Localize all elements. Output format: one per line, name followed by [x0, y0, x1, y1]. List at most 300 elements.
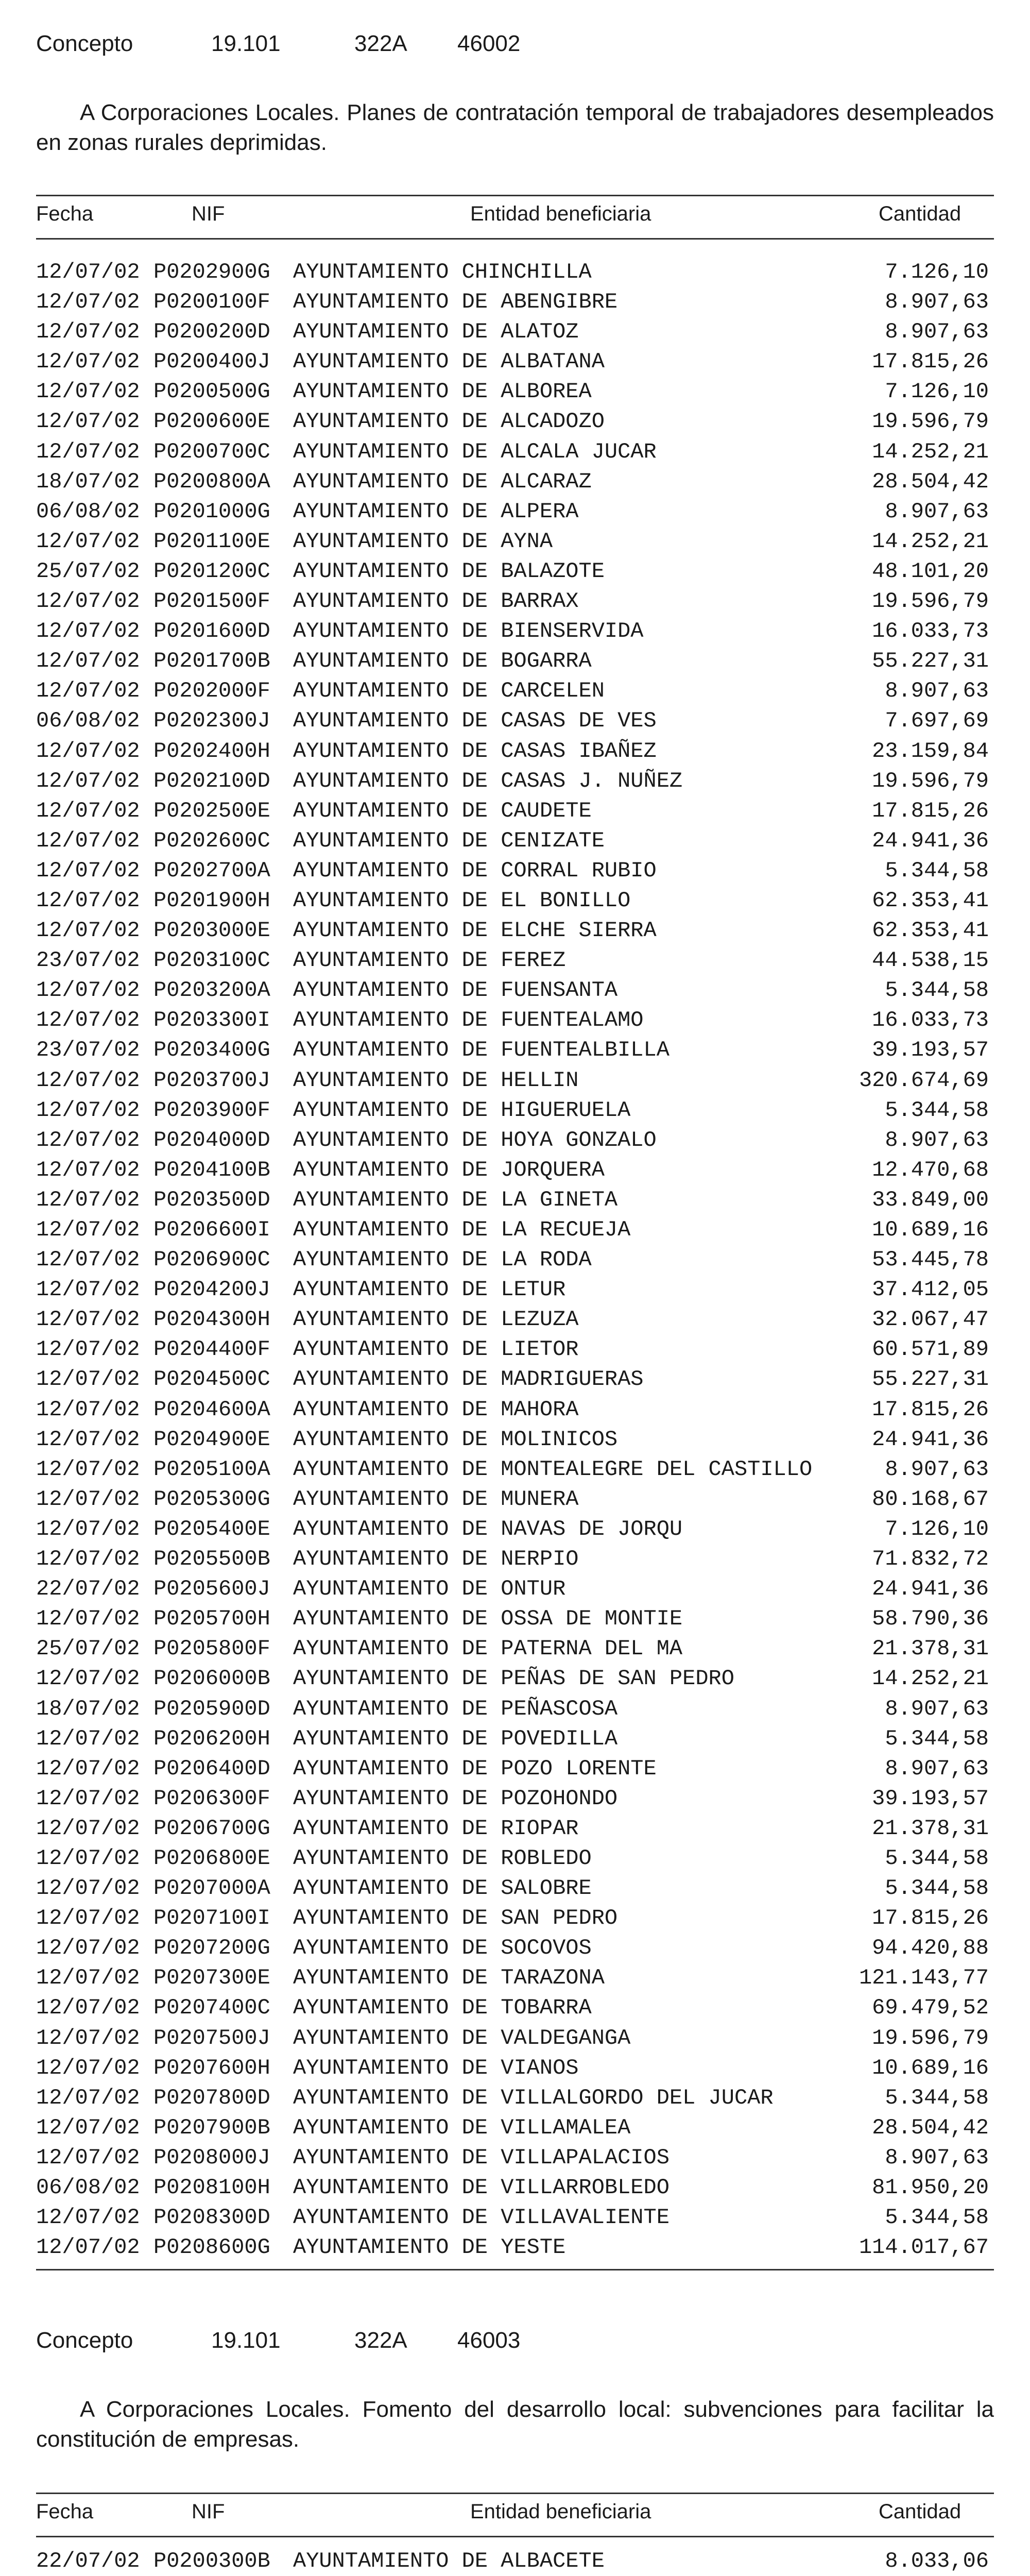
row-cantidad: 62.353,41 — [872, 888, 989, 913]
row-nif: P0204100B — [153, 1157, 270, 1182]
row-entidad: AYUNTAMIENTO DE LEZUZA — [293, 1307, 579, 1332]
row-cantidad: 19.596,79 — [872, 589, 989, 614]
table-row — [36, 2173, 994, 2202]
row-cantidad: 81.950,20 — [872, 2175, 989, 2200]
row-fecha: 25/07/02 — [36, 558, 140, 584]
row-fecha: 18/07/02 — [36, 1696, 140, 1721]
row-nif: P0204300H — [153, 1307, 270, 1332]
row-nif: P0204000D — [153, 1127, 270, 1153]
row-entidad: AYUNTAMIENTO DE HIGUERUELA — [293, 1097, 631, 1123]
row-entidad: AYUNTAMIENTO DE LIETOR — [293, 1337, 579, 1362]
row-cantidad: 7.126,10 — [885, 379, 989, 404]
row-fecha: 12/07/02 — [36, 1427, 140, 1452]
row-entidad: AYUNTAMIENTO DE SAN PEDRO — [293, 1906, 618, 1931]
table-row — [36, 1814, 994, 1843]
row-entidad: AYUNTAMIENTO DE MOLINICOS — [293, 1427, 618, 1452]
table-row — [36, 886, 994, 916]
row-entidad: AYUNTAMIENTO DE VILLAVALIENTE — [293, 2205, 670, 2230]
table-row — [36, 2202, 994, 2232]
row-nif: P0207800D — [153, 2085, 270, 2110]
row-fecha: 12/07/02 — [36, 1756, 140, 1781]
row-cantidad: 5.344,58 — [885, 1876, 989, 1901]
table-row — [36, 1454, 994, 1484]
table-row — [36, 527, 994, 556]
row-nif: P0205100A — [153, 1456, 270, 1482]
row-nif: P0204600A — [153, 1397, 270, 1422]
table-row — [36, 1334, 994, 1364]
table-row — [36, 257, 994, 287]
row-entidad: AYUNTAMIENTO DE POZOHONDO — [293, 1786, 618, 1811]
row-entidad: AYUNTAMIENTO DE PATERNA DEL MA — [293, 1636, 683, 1662]
row-nif: P0205600J — [153, 1577, 270, 1602]
row-nif: P0205500B — [153, 1547, 270, 1572]
row-cantidad: 80.168,67 — [872, 1486, 989, 1512]
row-fecha: 12/07/02 — [36, 2055, 140, 2080]
table-row — [36, 1125, 994, 1155]
concepto-subconcept: 46002 — [457, 31, 521, 56]
row-entidad: AYUNTAMIENTO DE ALPERA — [293, 499, 579, 524]
row-cantidad: 48.101,20 — [872, 558, 989, 584]
concepto-line — [36, 2317, 520, 2364]
row-entidad: AYUNTAMIENTO DE BARRAX — [293, 589, 579, 614]
row-fecha: 12/07/02 — [36, 1367, 140, 1392]
row-fecha: 12/07/02 — [36, 828, 140, 853]
table-row — [36, 616, 994, 646]
row-cantidad: 10.689,16 — [872, 1217, 989, 1242]
table-row — [36, 1185, 994, 1215]
row-entidad: AYUNTAMIENTO DE ELCHE SIERRA — [293, 918, 657, 943]
row-cantidad: 8.907,63 — [885, 319, 989, 345]
row-fecha: 12/07/02 — [36, 978, 140, 1003]
table-row — [36, 1425, 994, 1454]
table-row — [36, 1484, 994, 1514]
row-fecha: 12/07/02 — [36, 768, 140, 793]
row-entidad: AYUNTAMIENTO DE CASAS IBAÑEZ — [293, 738, 657, 764]
table-row — [36, 916, 994, 945]
table-row — [36, 1514, 994, 1544]
row-nif: P0205800F — [153, 1636, 270, 1662]
row-fecha: 12/07/02 — [36, 1876, 140, 1901]
row-nif: P0206600I — [153, 1217, 270, 1242]
row-entidad: AYUNTAMIENTO DE PEÑASCOSA — [293, 1696, 618, 1721]
row-cantidad: 10.689,16 — [872, 2055, 989, 2080]
row-entidad: AYUNTAMIENTO DE JORQUERA — [293, 1157, 605, 1182]
row-nif: P0201100E — [153, 529, 270, 554]
table-row — [36, 1395, 994, 1425]
row-nif: P0207900B — [153, 2115, 270, 2140]
table-row — [36, 1784, 994, 1814]
row-entidad: AYUNTAMIENTO DE SALOBRE — [293, 1876, 592, 1901]
row-fecha: 12/07/02 — [36, 529, 140, 554]
row-entidad: AYUNTAMIENTO DE FEREZ — [293, 948, 566, 973]
row-cantidad: 114.017,67 — [859, 2235, 989, 2260]
row-nif: P0204400F — [153, 1337, 270, 1362]
row-fecha: 12/07/02 — [36, 1008, 140, 1033]
row-cantidad: 7.126,10 — [885, 260, 989, 284]
row-entidad: AYUNTAMIENTO DE ABENGIBRE — [293, 290, 618, 315]
row-fecha: 12/07/02 — [36, 290, 140, 315]
row-cantidad: 24.941,36 — [872, 828, 989, 853]
table-header — [36, 2496, 994, 2527]
row-cantidad: 8.907,63 — [885, 679, 989, 704]
row-nif: P0207500J — [153, 2025, 270, 2050]
table-row — [36, 1963, 994, 1993]
row-nif: P0204200J — [153, 1277, 270, 1302]
row-cantidad: 28.504,42 — [872, 2115, 989, 2140]
row-nif: P0204900E — [153, 1427, 270, 1452]
row-cantidad: 5.344,58 — [885, 2205, 989, 2230]
table-row — [36, 287, 994, 317]
row-nif: P0202100D — [153, 768, 270, 793]
row-entidad: AYUNTAMIENTO DE CASAS DE VES — [293, 708, 657, 734]
row-fecha: 12/07/02 — [36, 1157, 140, 1182]
row-cantidad: 69.479,52 — [872, 1995, 989, 2021]
row-fecha: 12/07/02 — [36, 918, 140, 943]
table-row — [36, 1304, 994, 1334]
row-nif: P0201600D — [153, 619, 270, 644]
row-cantidad: 8.907,63 — [885, 499, 989, 524]
row-cantidad: 19.596,79 — [872, 768, 989, 793]
table-row — [36, 317, 994, 347]
table-row — [36, 1215, 994, 1245]
row-cantidad: 24.941,36 — [872, 1577, 989, 1602]
row-entidad: AYUNTAMIENTO DE TARAZONA — [293, 1965, 605, 1991]
row-nif: P0202700A — [153, 858, 270, 883]
row-cantidad: 39.193,57 — [872, 1786, 989, 1811]
table-row — [36, 796, 994, 826]
row-entidad: AYUNTAMIENTO DE YESTE — [293, 2235, 566, 2260]
row-cantidad: 8.907,63 — [885, 290, 989, 315]
row-nif: P0206300F — [153, 1786, 270, 1811]
concepto-description: A Corporaciones Locales. Fomento del desarrollo local: subvenciones para facilitar la constitución de empresas. — [36, 2397, 994, 2452]
column-header-entidad: Entidad beneficiaria — [470, 2500, 651, 2523]
row-nif: P0205300G — [153, 1486, 270, 1512]
row-nif: P0200500G — [153, 379, 270, 404]
table-row — [36, 1005, 994, 1035]
table-row — [36, 2113, 994, 2143]
table-row — [36, 1993, 994, 2023]
table-header-rule — [36, 2536, 994, 2537]
row-nif: P0203000E — [153, 918, 270, 943]
row-cantidad: 7.697,69 — [885, 708, 989, 734]
row-cantidad: 44.538,15 — [872, 948, 989, 973]
table-row — [36, 1634, 994, 1664]
row-entidad: AYUNTAMIENTO DE HELLIN — [293, 1067, 579, 1093]
table-row — [36, 1574, 994, 1604]
table-row — [36, 1544, 994, 1574]
concepto-label: Concepto — [36, 2328, 133, 2353]
table-row — [36, 377, 994, 406]
table-row — [36, 1843, 994, 1873]
row-fecha: 12/07/02 — [36, 1845, 140, 1871]
row-entidad: AYUNTAMIENTO DE CAUDETE — [293, 798, 592, 823]
table-row — [36, 586, 994, 616]
row-fecha: 12/07/02 — [36, 1397, 140, 1422]
row-entidad: AYUNTAMIENTO DE FUENTEALAMO — [293, 1008, 644, 1033]
table-row — [36, 497, 994, 527]
row-nif: P0206000B — [153, 1666, 270, 1691]
table-body — [36, 257, 994, 2262]
row-cantidad: 21.378,31 — [872, 1816, 989, 1841]
row-entidad: AYUNTAMIENTO DE LETUR — [293, 1277, 566, 1302]
row-entidad: AYUNTAMIENTO DE SOCOVOS — [293, 1936, 592, 1961]
concepto-label: Concepto — [36, 31, 133, 56]
row-fecha: 12/07/02 — [36, 379, 140, 404]
row-fecha: 06/08/02 — [36, 2175, 140, 2200]
row-cantidad: 21.378,31 — [872, 1636, 989, 1662]
row-nif: P0205400E — [153, 1516, 270, 1541]
row-nif: P0203700J — [153, 1067, 270, 1093]
row-entidad: AYUNTAMIENTO DE MADRIGUERAS — [293, 1367, 644, 1392]
table-row — [36, 1933, 994, 1963]
row-cantidad: 320.674,69 — [859, 1067, 989, 1093]
row-fecha: 12/07/02 — [36, 1547, 140, 1572]
row-fecha: 12/07/02 — [36, 858, 140, 883]
row-nif: P0208000J — [153, 2145, 270, 2170]
row-entidad: AYUNTAMIENTO DE ALBACETE — [293, 2549, 605, 2573]
concepto-description: A Corporaciones Locales. Planes de contratación temporal de trabajadores desempleados en zonas rurales deprimidas. — [36, 100, 994, 155]
row-entidad: AYUNTAMIENTO DE VIANOS — [293, 2055, 579, 2080]
table-row — [36, 467, 994, 497]
row-nif: P0208600G — [153, 2235, 270, 2260]
row-fecha: 12/07/02 — [36, 439, 140, 464]
column-header-entidad: Entidad beneficiaria — [470, 202, 651, 225]
row-cantidad: 8.907,63 — [885, 1696, 989, 1721]
row-fecha: 12/07/02 — [36, 1217, 140, 1242]
row-fecha: 12/07/02 — [36, 2205, 140, 2230]
column-header-nif: NIF — [192, 202, 225, 225]
table-top-rule — [36, 2493, 994, 2494]
concepto-line — [36, 21, 520, 67]
row-cantidad: 7.126,10 — [885, 1516, 989, 1541]
row-fecha: 23/07/02 — [36, 948, 140, 973]
row-nif: P0207000A — [153, 1876, 270, 1901]
concepto-code: 19.101 — [211, 31, 281, 56]
row-nif: P0201700B — [153, 649, 270, 674]
row-cantidad: 14.252,21 — [872, 529, 989, 554]
row-entidad: AYUNTAMIENTO DE BALAZOTE — [293, 558, 605, 584]
row-entidad: AYUNTAMIENTO DE FUENTEALBILLA — [293, 1038, 670, 1063]
row-nif: P0203900F — [153, 1097, 270, 1123]
table-row — [36, 1095, 994, 1125]
row-entidad: AYUNTAMIENTO DE ALATOZ — [293, 319, 579, 345]
row-fecha: 12/07/02 — [36, 1516, 140, 1541]
table-row — [36, 706, 994, 736]
row-nif: P0203100C — [153, 948, 270, 973]
row-entidad: AYUNTAMIENTO DE ALCALA JUCAR — [293, 439, 657, 464]
column-header-fecha: Fecha — [36, 202, 94, 225]
row-fecha: 06/08/02 — [36, 708, 140, 734]
table-row — [36, 437, 994, 467]
row-nif: P0206700G — [153, 1816, 270, 1841]
row-cantidad: 5.344,58 — [885, 1097, 989, 1123]
row-fecha: 12/07/02 — [36, 260, 140, 284]
row-entidad: AYUNTAMIENTO CHINCHILLA — [293, 260, 592, 284]
column-header-nif: NIF — [192, 2500, 225, 2523]
row-entidad: AYUNTAMIENTO DE NAVAS DE JORQU — [293, 1516, 683, 1541]
row-nif: P0207400C — [153, 1995, 270, 2021]
row-entidad: AYUNTAMIENTO DE ONTUR — [293, 1577, 566, 1602]
row-entidad: AYUNTAMIENTO DE MUNERA — [293, 1486, 579, 1512]
row-cantidad: 12.470,68 — [872, 1157, 989, 1182]
row-nif: P0201200C — [153, 558, 270, 584]
row-nif: P0202500E — [153, 798, 270, 823]
row-fecha: 23/07/02 — [36, 1038, 140, 1063]
row-entidad: AYUNTAMIENTO DE POVEDILLA — [293, 1726, 618, 1751]
table-row — [36, 736, 994, 766]
row-cantidad: 17.815,26 — [872, 1906, 989, 1931]
row-nif: P0208300D — [153, 2205, 270, 2230]
table-row — [36, 1275, 994, 1304]
row-nif: P0201900H — [153, 888, 270, 913]
table-row — [36, 1873, 994, 1903]
row-fecha: 12/07/02 — [36, 1995, 140, 2021]
table-top-rule — [36, 195, 994, 196]
row-entidad: AYUNTAMIENTO DE ALBATANA — [293, 349, 605, 375]
row-entidad: AYUNTAMIENTO DE CASAS J. NUÑEZ — [293, 768, 683, 793]
row-cantidad: 28.504,42 — [872, 469, 989, 494]
concepto-program: 322A — [354, 31, 407, 56]
row-nif: P0206200H — [153, 1726, 270, 1751]
table-row — [36, 1754, 994, 1784]
row-fecha: 18/07/02 — [36, 469, 140, 494]
row-nif: P0208100H — [153, 2175, 270, 2200]
table-row — [36, 1065, 994, 1095]
row-entidad: AYUNTAMIENTO DE BOGARRA — [293, 649, 592, 674]
table-row — [36, 1724, 994, 1754]
row-cantidad: 94.420,88 — [872, 1936, 989, 1961]
row-nif: P0202300J — [153, 708, 270, 734]
table-row — [36, 2232, 994, 2262]
row-nif: P0203500D — [153, 1187, 270, 1212]
row-cantidad: 8.033,06 — [885, 2549, 989, 2573]
row-entidad: AYUNTAMIENTO DE NERPIO — [293, 1547, 579, 1572]
row-nif: P0207600H — [153, 2055, 270, 2080]
row-cantidad: 17.815,26 — [872, 798, 989, 823]
row-cantidad: 33.849,00 — [872, 1187, 989, 1212]
row-fecha: 12/07/02 — [36, 319, 140, 345]
row-entidad: AYUNTAMIENTO DE RIOPAR — [293, 1816, 579, 1841]
row-entidad: AYUNTAMIENTO DE LA GINETA — [293, 1187, 618, 1212]
row-cantidad: 5.344,58 — [885, 2085, 989, 2110]
row-fecha: 12/07/02 — [36, 1187, 140, 1212]
row-nif: P0201500F — [153, 589, 270, 614]
row-nif: P0200700C — [153, 439, 270, 464]
row-entidad: AYUNTAMIENTO DE CORRAL RUBIO — [293, 858, 657, 883]
row-fecha: 12/07/02 — [36, 2115, 140, 2140]
row-cantidad: 14.252,21 — [872, 439, 989, 464]
row-nif: P0206800E — [153, 1845, 270, 1871]
table-row — [36, 856, 994, 886]
row-fecha: 12/07/02 — [36, 2235, 140, 2260]
row-entidad: AYUNTAMIENTO DE ALBOREA — [293, 379, 592, 404]
concepto-program: 322A — [354, 2328, 407, 2353]
table-row — [36, 1694, 994, 1724]
row-entidad: AYUNTAMIENTO DE VILLALGORDO DEL JUCAR — [293, 2085, 774, 2110]
row-nif: P0200600E — [153, 409, 270, 434]
row-fecha: 25/07/02 — [36, 1636, 140, 1662]
row-cantidad: 14.252,21 — [872, 1666, 989, 1691]
concepto-subconcept: 46003 — [457, 2328, 521, 2353]
table-bottom-rule — [36, 2269, 994, 2270]
row-fecha: 12/07/02 — [36, 1337, 140, 1362]
row-entidad: AYUNTAMIENTO DE LA RECUEJA — [293, 1217, 631, 1242]
table-row — [36, 1364, 994, 1394]
row-cantidad: 37.412,05 — [872, 1277, 989, 1302]
row-entidad: AYUNTAMIENTO DE OSSA DE MONTIE — [293, 1606, 683, 1632]
row-entidad: AYUNTAMIENTO DE CENIZATE — [293, 828, 605, 853]
row-cantidad: 8.907,63 — [885, 1456, 989, 1482]
row-fecha: 12/07/02 — [36, 1097, 140, 1123]
row-entidad: AYUNTAMIENTO DE EL BONILLO — [293, 888, 631, 913]
row-nif: P0205900D — [153, 1696, 270, 1721]
row-nif: P0203400G — [153, 1038, 270, 1063]
row-cantidad: 5.344,58 — [885, 1845, 989, 1871]
row-fecha: 12/07/02 — [36, 1936, 140, 1961]
row-cantidad: 19.596,79 — [872, 2025, 989, 2050]
table-header-rule — [36, 238, 994, 240]
row-cantidad: 16.033,73 — [872, 619, 989, 644]
row-cantidad: 16.033,73 — [872, 1008, 989, 1033]
row-entidad: AYUNTAMIENTO DE TOBARRA — [293, 1995, 592, 2021]
table-row — [36, 975, 994, 1005]
row-fecha: 12/07/02 — [36, 1606, 140, 1632]
table-row — [36, 406, 994, 436]
row-fecha: 12/07/02 — [36, 1666, 140, 1691]
row-fecha: 12/07/02 — [36, 1456, 140, 1482]
row-entidad: AYUNTAMIENTO DE MONTEALEGRE DEL CASTILLO — [293, 1456, 813, 1482]
table-row — [36, 1903, 994, 1933]
table-row — [36, 2083, 994, 2113]
table-row — [36, 1664, 994, 1693]
row-nif: P0202900G — [153, 260, 270, 284]
row-fecha: 12/07/02 — [36, 649, 140, 674]
row-nif: P0202600C — [153, 828, 270, 853]
row-cantidad: 24.941,36 — [872, 1427, 989, 1452]
row-fecha: 12/07/02 — [36, 619, 140, 644]
column-header-cantidad: Cantidad — [879, 2500, 962, 2523]
row-nif: P0206900C — [153, 1247, 270, 1273]
row-cantidad: 5.344,58 — [885, 1726, 989, 1751]
row-fecha: 12/07/02 — [36, 2145, 140, 2170]
row-fecha: 22/07/02 — [36, 1577, 140, 1602]
row-entidad: AYUNTAMIENTO DE AYNA — [293, 529, 553, 554]
row-cantidad: 5.344,58 — [885, 858, 989, 883]
table-row — [36, 2546, 994, 2576]
row-cantidad: 17.815,26 — [872, 349, 989, 375]
row-fecha: 12/07/02 — [36, 798, 140, 823]
row-fecha: 12/07/02 — [36, 1067, 140, 1093]
row-entidad: AYUNTAMIENTO DE POZO LORENTE — [293, 1756, 657, 1781]
table-row — [36, 1155, 994, 1185]
row-nif: P0200200D — [153, 319, 270, 345]
row-nif: P0201000G — [153, 499, 270, 524]
row-cantidad: 5.344,58 — [885, 978, 989, 1003]
row-fecha: 12/07/02 — [36, 409, 140, 434]
row-nif: P0200300B — [153, 2549, 270, 2573]
row-entidad: AYUNTAMIENTO DE MAHORA — [293, 1397, 579, 1422]
row-cantidad: 8.907,63 — [885, 1127, 989, 1153]
table-row — [36, 1035, 994, 1065]
row-fecha: 06/08/02 — [36, 499, 140, 524]
row-nif: P0204500C — [153, 1367, 270, 1392]
row-fecha: 12/07/02 — [36, 2025, 140, 2050]
table-row — [36, 646, 994, 676]
row-nif: P0200800A — [153, 469, 270, 494]
row-cantidad: 8.907,63 — [885, 1756, 989, 1781]
row-fecha: 12/07/02 — [36, 1127, 140, 1153]
table-row — [36, 1245, 994, 1275]
